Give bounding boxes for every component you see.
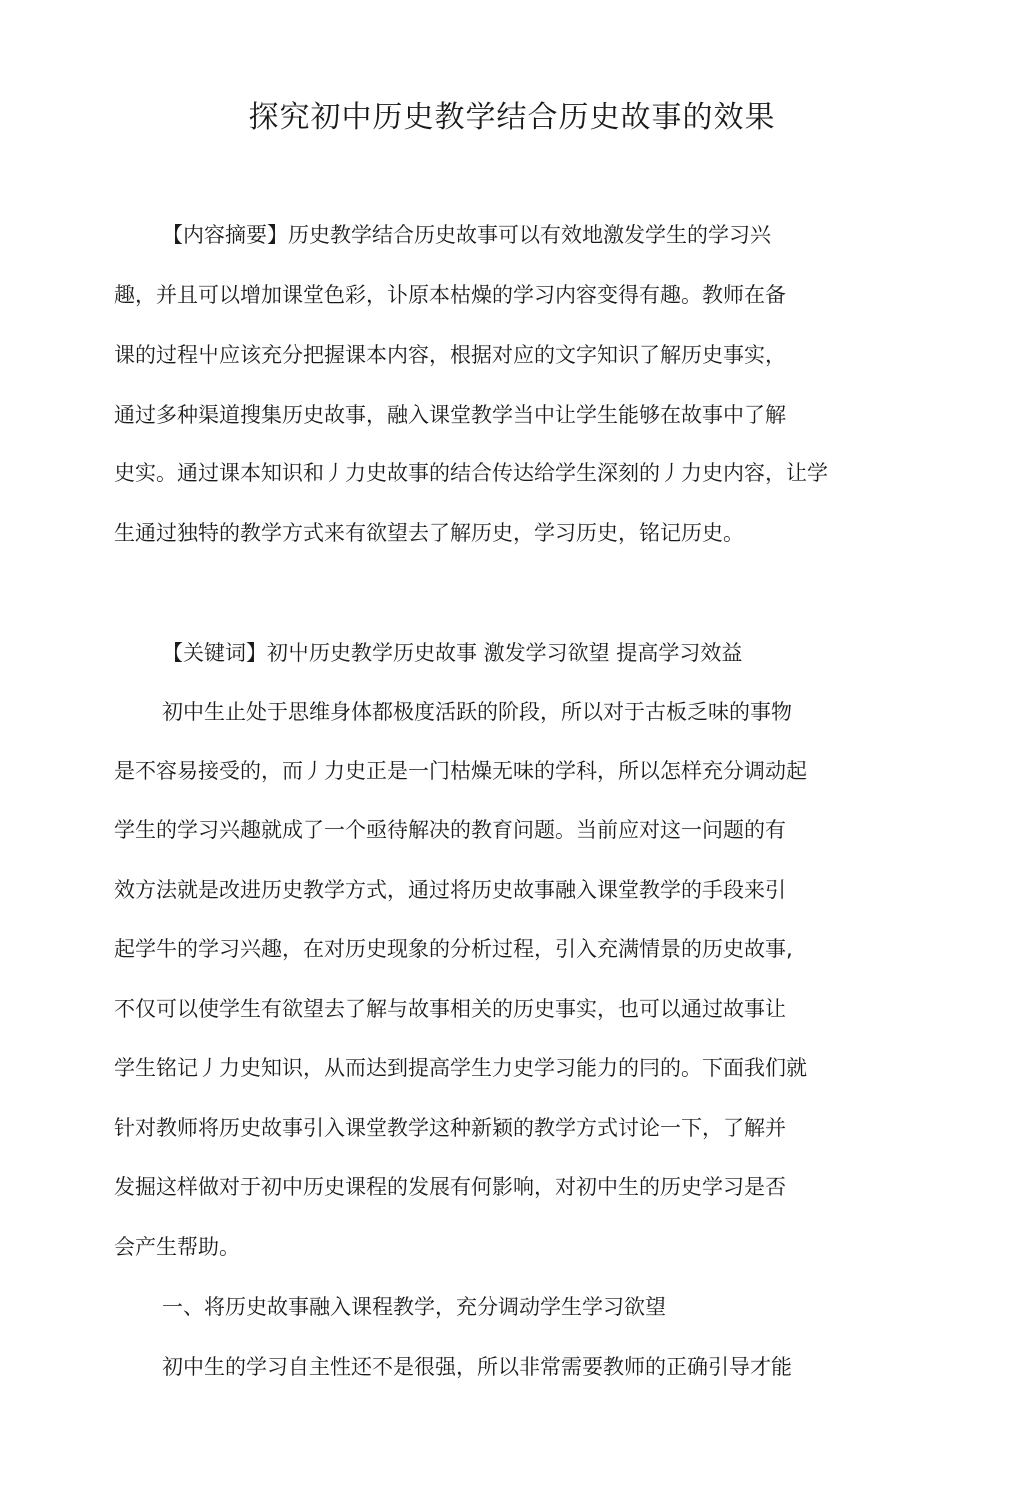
abstract-line: 生通过独特的教学方式来有欲望去了解历史，学习历史，铭记历史。	[114, 521, 744, 545]
document-title: 探究初中历史教学结合历史故事的效果	[248, 100, 776, 135]
intro-line: 初中生止处于思维身体都极度活跃的阶段，所以对于古板乏味的事物	[162, 700, 792, 724]
intro-line: 针对教师将历史故事引入课堂教学这种新颖的教学方式讨论一下，了解并	[114, 1116, 786, 1140]
abstract-line: 【内容摘要】历史教学结合历史故事可以有效地激发学生的学习兴	[162, 223, 771, 247]
section-body-line: 初中生的学习自主性还不是很强，所以非常需要教师的正确引导才能	[162, 1355, 792, 1379]
intro-line: 学生的学习兴趣就成了一个亟待解决的教育问题。当前应对这一问题的有	[114, 818, 786, 842]
intro-line: 发掘这样做对于初中历史课程的发展有何影响，对初中生的历史学习是否	[114, 1175, 786, 1199]
abstract-line: 通过多种渠道搜集历史故事，融入课堂教学当中让学生能够在故事中了解	[114, 403, 786, 427]
section-heading: 一、将历史故事融入课程教学，充分调动学生学习欲望	[162, 1295, 666, 1319]
intro-line: 会产生帮助。	[114, 1235, 240, 1259]
abstract-line: 课的过程屮应该充分把握课本内容，根据对应的文字知识了解历史事实，	[114, 343, 786, 367]
abstract-line: 趣，并且可以增加课堂色彩，讣原本枯燥的学习内容变得有趣。教师在备	[114, 283, 786, 307]
intro-line: 是不容易接受的，而丿力史正是一门枯燥无味的学科，所以怎样充分调动起	[114, 759, 807, 783]
intro-line: 起学牛的学习兴趣，在对历史现象的分析过程，引入充满情景的历史故事,	[114, 937, 793, 961]
intro-line: 效方法就是改进历史教学方式，通过将历史故事融入课堂教学的手段来引	[114, 878, 786, 902]
intro-line: 学生铭记丿力史知识，从而达到提高学生力史学习能力的冃的。下面我们就	[114, 1056, 807, 1080]
intro-line: 不仅可以使学生有欲望去了解与故事相关的历史事实，也可以通过故事让	[114, 997, 786, 1021]
keywords-line: 【关键词】初屮历史教学历史故事 激发学习欲望 提高学习效益	[162, 641, 743, 665]
abstract-line: 史实。通过课本知识和丿力史故事的结合传达给学生深刻的丿力史内容，让学	[114, 461, 828, 485]
